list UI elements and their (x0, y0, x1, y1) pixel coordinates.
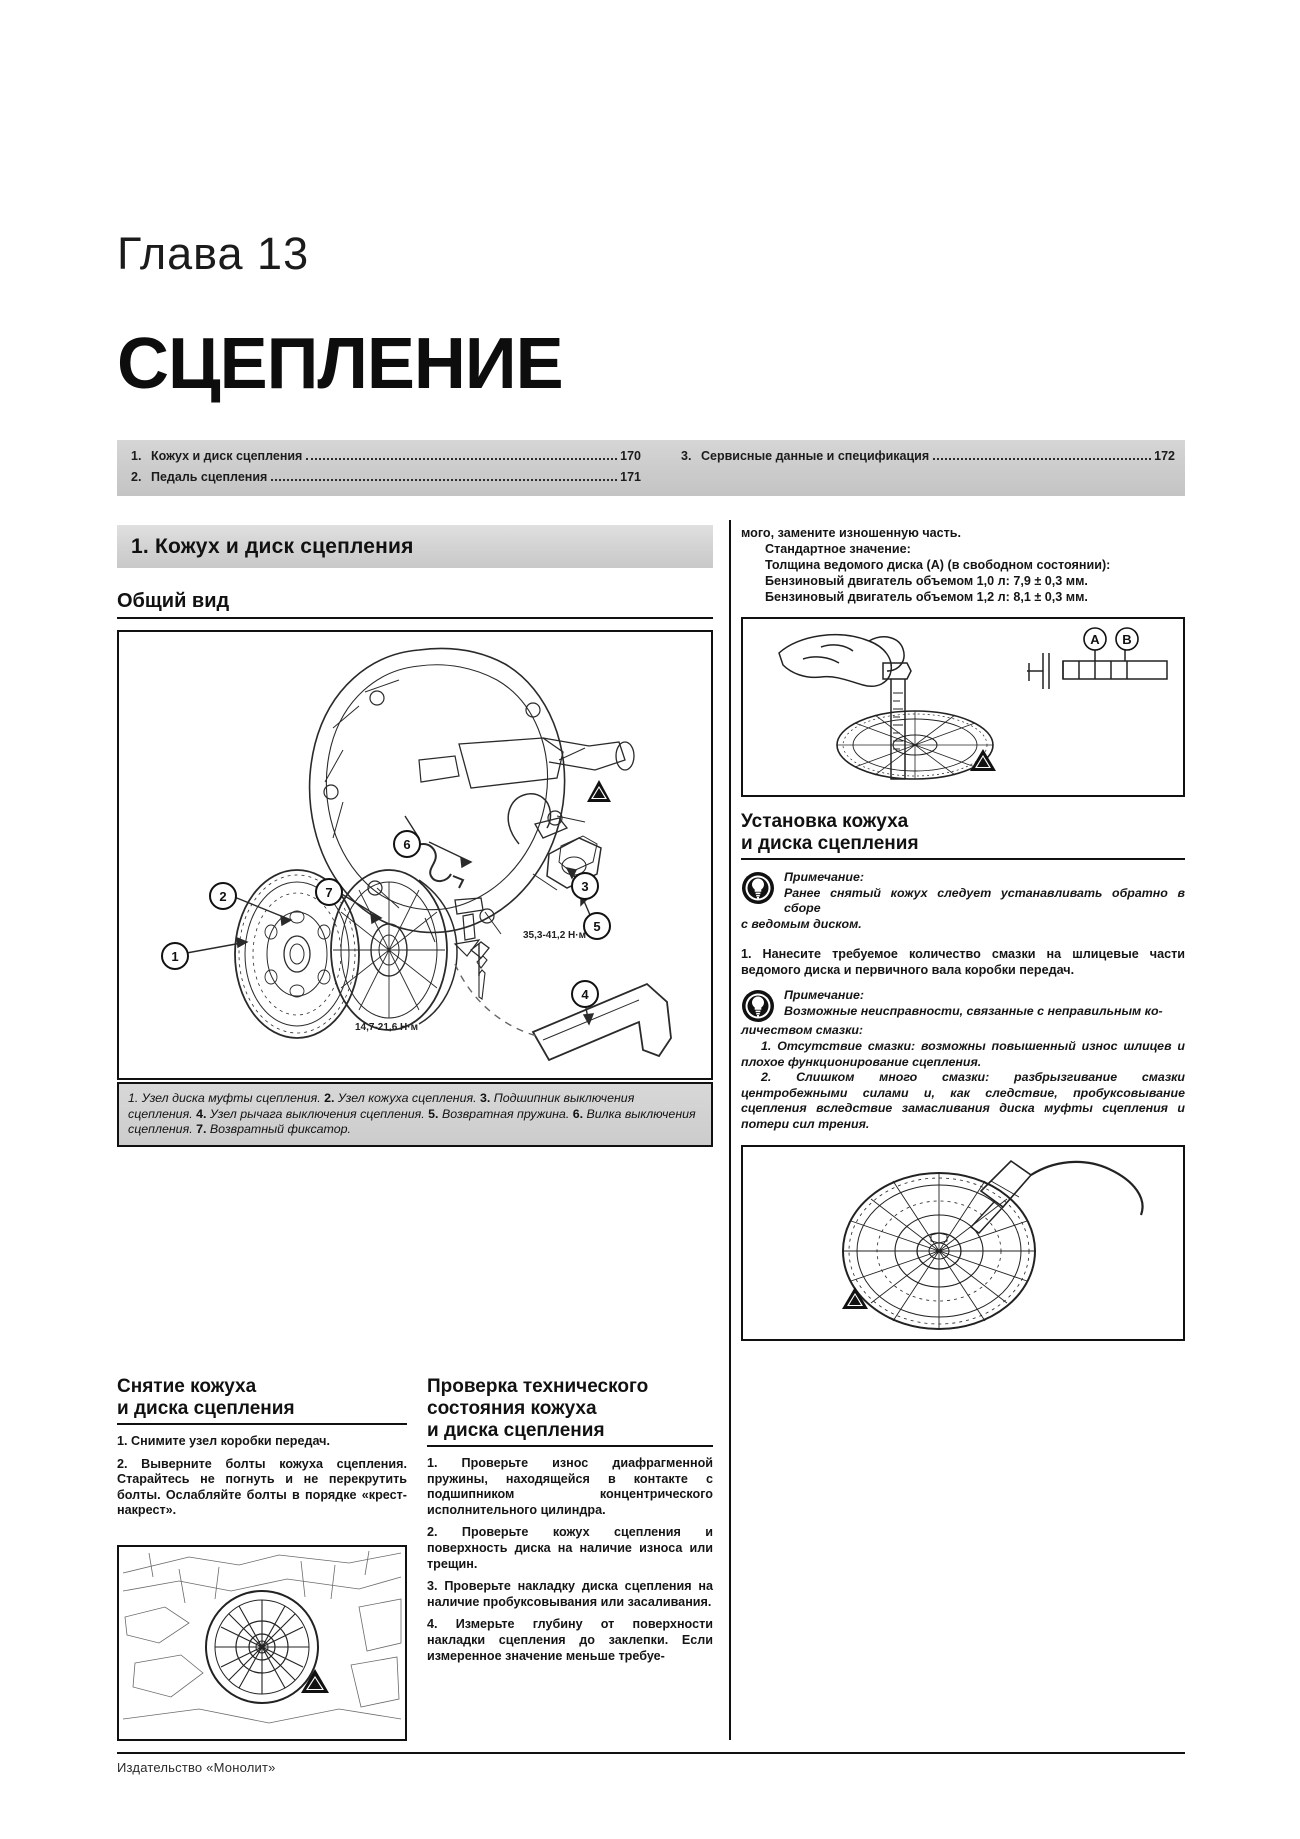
note-1-title: Примечание: (784, 870, 864, 884)
caption-text: Возвратный фиксатор. (206, 1122, 351, 1136)
callout-5: 5 (583, 912, 611, 940)
note-block-2 (741, 988, 1185, 1023)
toc-entry[interactable] (681, 446, 1175, 467)
removal-heading (117, 1376, 407, 1420)
toc-index: 3. (681, 449, 692, 463)
removal-step-2: 2. Выверните болты кожуха сцепления. Старайтесь не погнуть и не перекрутить болты. Ослабляйте болты в порядке «крест-накрест». (117, 1456, 407, 1518)
inspection-step-2: 2. Проверьте кожух сцепления и поверхность диска на наличие износа или трещин. (427, 1525, 713, 1571)
removal-heading-line1: Снятие кожуха (117, 1376, 257, 1397)
toc-page: 172 (1154, 449, 1175, 463)
install-heading-line1: Установка кожуха (741, 811, 909, 832)
toc-page: 171 (620, 470, 641, 484)
toc-label: Кожух и диск сцепления (151, 449, 303, 463)
toc-index: 1. (131, 449, 142, 463)
toc-label: Сервисные данные и спецификация (701, 449, 930, 463)
install-heading-line2: и диска сцепления (741, 833, 919, 854)
toc-page: 170 (620, 449, 641, 463)
toc-leader (271, 479, 617, 481)
figure-caption (117, 1082, 713, 1147)
figure-clutch-exploded (117, 630, 713, 1080)
overview-rule (117, 617, 713, 619)
continued-text: мого, замените изношенную часть. (741, 526, 962, 540)
torque-label-lower: 14,7-21,6 Н·м (355, 1022, 418, 1033)
engine-1-2-spec: Бензиновый двигатель объемом 1,2 л: 8,1 ± 0,3 мм. (765, 590, 1088, 604)
removal-heading-line2: и диска сцепления (117, 1398, 295, 1419)
section-header-label: 1. Кожух и диск сцепления (131, 534, 414, 558)
standard-value-label: Стандартное значение: (765, 542, 911, 556)
lightbulb-icon (741, 871, 775, 905)
inspection-section (427, 1376, 713, 1664)
caption-text: Узел рычага выключения сцепления. (206, 1106, 429, 1121)
inspection-heading (427, 1376, 713, 1442)
toc-label: Педаль сцепления (151, 470, 268, 484)
torque-label-upper: 35,3-41,2 Н·м (523, 930, 586, 941)
warning-triangle-icon (301, 1669, 329, 1693)
thickness-label: Толщина ведомого диска (А) (в свободном состоянии): (765, 558, 1111, 572)
column-divider (729, 520, 731, 1740)
caption-num: 2. (324, 1091, 335, 1105)
measurement-drawing (743, 619, 1183, 795)
callout-3: 3 (571, 872, 599, 900)
figure-engine-bay (117, 1545, 407, 1741)
callout-4: 4 (571, 980, 599, 1008)
inspection-step-1: 1. Проверьте износ диафрагменной пружины, находящейся в контакте с подшипником концентрического исполнительного цилиндра. (427, 1456, 713, 1517)
caption-text: Подшипник выключения сцепления. (128, 1091, 635, 1121)
warning-triangle-icon (842, 1287, 868, 1309)
caption-num: 4. (196, 1106, 207, 1121)
grease-drawing (743, 1147, 1183, 1339)
install-rule (741, 858, 1185, 860)
engine-bay-drawing (119, 1547, 405, 1739)
footer-rule (117, 1752, 1185, 1754)
caption-text: Вилка выключения сцепления. (128, 1106, 696, 1136)
table-of-contents (117, 440, 1185, 496)
inspection-heading-line1: Проверка технического (427, 1376, 649, 1397)
note-2-title: Примечание: (784, 988, 864, 1003)
right-column (741, 525, 1185, 1341)
inspection-step-3: 3. Проверьте накладку диска сцепления на наличие пробуксовывания или засаливания. (427, 1579, 713, 1609)
inspection-step-4: 4. Измерьте глубину от поверхности накладки сцепления до заклепки. Если измеренное значение меньше требуе- (427, 1617, 713, 1663)
caption-num: 5. (428, 1106, 439, 1121)
install-heading (741, 811, 1185, 855)
engine-1-0-spec: Бензиновый двигатель объемом 1,0 л: 7,9 ± 0,3 мм. (765, 574, 1088, 588)
overview-heading-block (117, 590, 713, 619)
svg-text:B: B (1122, 632, 1132, 647)
section-header-bar (117, 525, 713, 568)
note-2-item-1: 1. Отсутствие смазки: возможны повышенный износ шлицев и плохое функционирование сцепления. (741, 1038, 1185, 1069)
inspection-heading-line3: и диска сцепления (427, 1420, 605, 1441)
lightbulb-icon (741, 989, 775, 1023)
removal-rule (117, 1423, 407, 1425)
note-1-text: Ранее снятый кожух следует устанавливать обратно в сборе (784, 885, 1185, 916)
chapter-number: Глава 13 (117, 228, 310, 279)
toc-index: 2. (131, 470, 142, 484)
note-1-continued: с ведомым диском. (741, 916, 862, 931)
caption-text: Возвратная пружина. (438, 1106, 573, 1121)
callout-7: 7 (315, 878, 343, 906)
note-2-text: Возможные неисправности, связанные с неправильным ко- (784, 1003, 1163, 1018)
caption-num: 1. (128, 1091, 139, 1105)
chapter-title: СЦЕПЛЕНИЕ (117, 324, 563, 404)
note-2-item-2: 2. Слишком много смазки: разбрызгивание смазки центробежными силами и, как следствие, пробуксовывание сцепления вследствие замасливания диска муфты сцепления и потери сил трения. (741, 1070, 1185, 1131)
warning-triangle-icon (587, 780, 611, 802)
toc-leader (933, 458, 1151, 460)
note-block-1 (741, 870, 1185, 917)
callout-6: 6 (393, 830, 421, 858)
toc-entry[interactable] (131, 467, 641, 488)
callout-1: 1 (161, 942, 189, 970)
inspection-heading-line2: состояния кожуха (427, 1398, 597, 1419)
callout-2: 2 (209, 882, 237, 910)
caption-text: Узел кожуха сцепления. (334, 1091, 480, 1105)
caption-text: Узел диска муфты сцепления. (138, 1091, 325, 1105)
figure-disc-measurement (741, 617, 1185, 797)
toc-column-right (651, 440, 1185, 496)
inspection-rule (427, 1445, 713, 1447)
caption-num: 3. (480, 1091, 491, 1105)
install-step-1: 1. Нанесите требуемое количество смазки на шлицевые части ведомого диска и первичного вала коробки передач. (741, 947, 1185, 978)
removal-section (117, 1376, 407, 1519)
toc-column-left (117, 440, 651, 496)
caption-num: 6. (572, 1106, 584, 1121)
toc-entry[interactable] (131, 446, 641, 467)
figure-grease-application (741, 1145, 1185, 1341)
note-2-continued: личеством смазки: (741, 1023, 864, 1038)
toc-leader (306, 458, 617, 460)
overview-heading: Общий вид (117, 590, 230, 612)
svg-text:A: A (1090, 632, 1100, 647)
removal-step-1: 1. Снимите узел коробки передач. (117, 1434, 330, 1448)
caption-num: 7. (196, 1122, 207, 1136)
footer-publisher: Издательство «Монолит» (117, 1760, 276, 1775)
